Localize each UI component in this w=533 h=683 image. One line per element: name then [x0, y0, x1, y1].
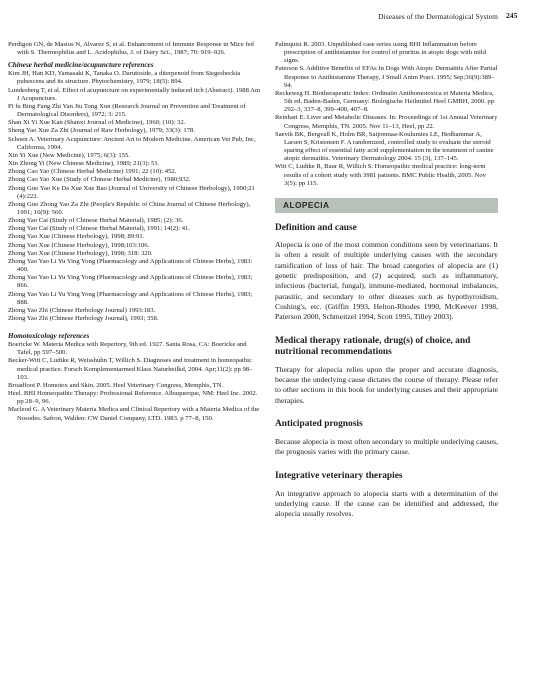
reference: Zhong Yao Yao Li Yu Ying Yong (Pharmacology and Applications of Chinese Herbs), 1983; 888.: [8, 290, 253, 306]
therapy-paragraph: Therapy for alopecia relies upon the proper and accurate diagnosis, because the underlying cause dictates the course of therapy. Please refer to other sections in this book for underlying causes and their appropriate therapies.: [275, 364, 498, 405]
reference: Zhong Yao Yao Li Yu Ying Yong (Pharmacology and Applications of Chinese Herbs), 1983; 866.: [8, 274, 253, 290]
prognosis-paragraph: Because alopecia is most often secondary to multiple underlying causes, the prognosis varies with the primary cause.: [275, 436, 498, 457]
reference: Schoen A. Veterinary Acupuncture: Ancient Art to Modern Medicine. American Vet Pub, Inc, California, 1994.: [8, 135, 256, 151]
integrative-heading: Integrative veterinary therapies: [275, 470, 403, 481]
reference: Sheng Yao Xue Za Zhi (Journal of Raw Herbology), 1979; 33(3): 178.: [8, 127, 196, 135]
reference: Zhong Yao Yao Li Yu Ying Yong (Pharmacology and Applications of Chinese Herbs), 1983: 400.: [8, 257, 253, 274]
chinese-references-heading: Chinese herbal medicine/acupuncture references: [8, 61, 154, 70]
integrative-paragraph: An integrative approach to alopecia starts with a determination of the underlying cause. If the cause can be identified and addressed, the alopecia usually resolves.: [275, 488, 498, 519]
reference: Heel. BHI Homeopathic Therapy: Professional Reference. Albuquerque, NM: Heel Inc. 2002. pp 28–9, 96.: [8, 390, 258, 406]
reference: Zhong Guo Zhong Yao Za Zhi (People's Republic of China Journal of Chinese Herbology), 1991; 16(9): 560.: [8, 200, 251, 216]
reference: Xin Zhong Yi (New Chinese Medicine), 1989; 21(3): 51.: [8, 160, 160, 168]
reference: Macleod G. A Veterinary Materia Medica and Clinical Repertory with a Materia Medica of the Nosodes. Safron, Walden: CW Daniel Company, LTD. 1983. p 77–8, 150.: [8, 406, 260, 422]
reference: Pi fu Bing Fang Zhi Yan Jiu Tong Xun (Research Journal on Prevention and Treatment of Dermatological Disorders), 1972; 3: 215.: [8, 102, 246, 119]
left-column: [8, 41, 262, 423]
reference: Zhong Yao Xue (Chinese Herbology), 1998;103:106.: [8, 241, 150, 249]
reference: Reckeweg H. Biotherapeutic Index: Ordinatio Antihomotoxica et Materia Medica, 5th ed. Baden-Baden, Germany: Biologische Heilmittel Heel GMBH, 2000. pp 292–3, 337–8, 399–400, 407–8.: [275, 89, 495, 114]
therapy-heading: Medical therapy rationale, drug(s) of choice, and nutritional recommendations: [275, 335, 471, 357]
reference: Zhong Yao Cai (Study of Chinese Herbal Material), 1985; (2): 36.: [8, 217, 184, 225]
reference: Becker-Witt C, Ludtke R, Weisshuhn T, Willich S. Diagnoses and treatment in homeopathic medical practice. Forsch Komplementarmed Klass Naturheilkd, 2004. Apr;11(2): pp 98–103.: [8, 357, 253, 381]
reference: Zhong Yao Xue (Chinese Herbology), 1998; 89:91.: [8, 233, 145, 241]
reference: Witt C, Ludtke R, Baur R, Willich S. Homeopathic medical practice: long-term results of a cohort study with 3981 patients. BMC Public Health, 2005. Nov 3(5): pp 115.: [275, 163, 486, 187]
reference: Zhong Cao Yao Xue (Study of Chinese Herbal Medicine), 1980;932.: [8, 176, 191, 184]
reference: Perdigon GN, de Masius N, Alvarez S, et al. Enhancement of Immune Response in Mice fed with S. Thermophilus and L. Acidophilus, J. of Dairy Sci., 1987; 70: 919–926.: [8, 41, 254, 57]
reference: Paterson S. Additive Benefits of EFAs In Dogs With Atopic Dermatitis After Partial Response to Antihistamine Therapy, J Small Anim Pract. 1995; Sep;36(9):389–94.: [275, 65, 498, 89]
page-header: [0, 0, 533, 30]
prognosis-heading: Anticipated prognosis: [275, 418, 363, 429]
right-column: [275, 41, 498, 520]
reference: Zhong Yao Zhi (Chinese Herbology Journal) 1993:183.: [8, 306, 156, 314]
reference: Broadfoot P. Homotox and Skin. 2005. Heel Veterinary Congress, Memphis, TN.: [8, 381, 224, 389]
reference: Lundesberg T, et al. Effect of acupuncture on experimentally induced itch (Abstract). 1988 Am J Acupuncture.: [8, 86, 261, 102]
reference: Reinhart E. Liver and Metabolic Diseases. In: Proceedings of 1st Annual Veterinary Congress, Memphis, TN. 2005. Nov 11–13, Heel, pp 22.: [275, 114, 498, 130]
definition-paragraph: Alopecia is one of the most common conditions seen by veterinarians. It is often a result of multiple underlying causes with the secondary ramification of loss of hair. The broad categories of alopecia are (1) genetic predisposition, and (2) acquired, such as inflammatory, infectious (bacterial, fungal), immune-mediated, hormonal imbalances, parasitic, and secondary to other diseases such as hypothyroidism, Cushing's, etc. (Griffin 1993, Helton-Rhodes 1990, McKeever 1998, Paterson 2000, Schmeitzel 1994, Scott 1995, Tilley 2003).: [275, 239, 498, 322]
reference: Shan Xi Yi Xue Kan (Shanxi Journal of Medicine), 1960; (10): 32.: [8, 119, 186, 127]
reference: Zhong Cao Yao (Chinese Herbal Medicine) 1991; 22 (10): 452.: [8, 168, 177, 176]
reference: Palmquist R. 2003. Unpublished case series using BHI Inflammation before prescription of antihistamine for control of pruritus in atopic dogs with mild signs.: [275, 41, 486, 65]
reference: Zhong Yao Zhi (Chinese Herbology Journal), 1993; 358.: [8, 315, 159, 322]
reference: Boericke W. Materia Medica with Repertory, 9th ed. 1927. Santa Rosa, CA: Boericke and Tafel, pp 597–500.: [8, 341, 247, 357]
section-title-band: ALOPECIA: [275, 198, 498, 213]
reference: Saevik BK, Bergvall K, Holm BR, Saijonmaa-Koulumies LE, Hedhammar A, Larsen S, Kristensen F. A randomized, controlled study to evaluate the steroid sparing effect of essential fatty acid supplementation in the treatment of canine atopic dermatitis. Veterinary Dermatology 2004. 15 (3), 137–145.: [275, 130, 494, 163]
reference: Kim JH, Han KD, Yamasaki K, Tanaka O. Darutoside, a diterpenoid from Siegesbeckia pubescens and its structure. Phytochemistry, 1979; 18(5): 894.: [8, 70, 241, 86]
homotoxicology-references-heading: Homotoxicology references: [8, 332, 90, 341]
definition-heading: Definition and cause: [275, 222, 357, 233]
reference: Zhong Yao Xue (Chinese Herbology), 1998; 318: 320.: [8, 249, 153, 257]
reference: Zhong Yao Cai (Study of Chinese Herbal Material), 1991; 14(2): 41.: [8, 225, 191, 233]
running-head: Diseases of the Dermatological System: [378, 12, 498, 21]
reference: Zhong Guo Yao Ke Da Xue Xue Bao (Journal of University of Chinese Herbology), 1990;21 (4):222.: [8, 184, 255, 200]
reference: Xin Yi Xue (New Medicine), 1975; 6(3): 155.: [8, 151, 131, 159]
page-number: 245: [506, 11, 518, 20]
